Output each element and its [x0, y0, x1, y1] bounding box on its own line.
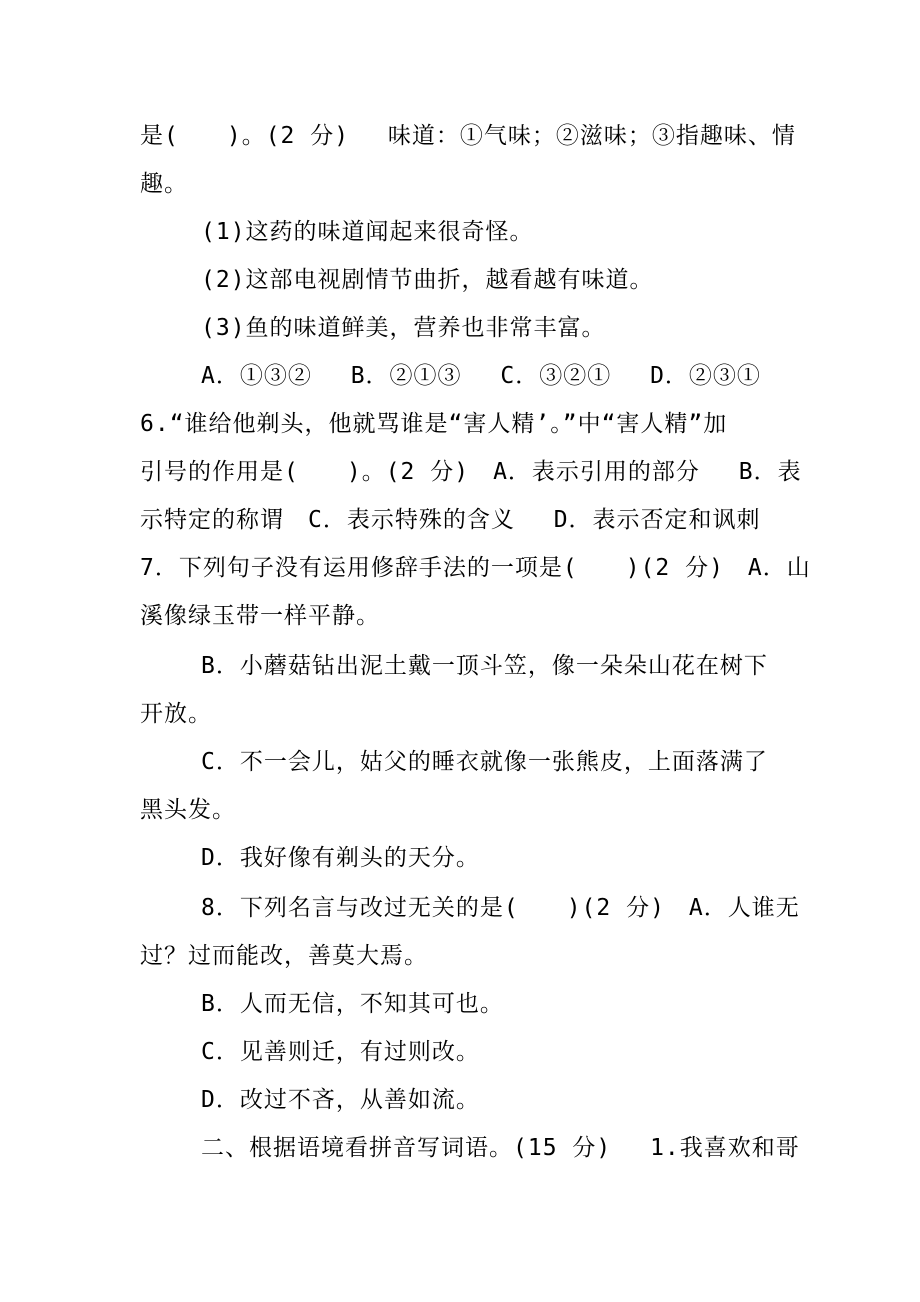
text-line: C．见善则迁，有过则改。 — [201, 1039, 480, 1065]
text-line: A．①③② B．②①③ C．③②① D．②③① — [201, 363, 761, 389]
text-line: D．我好像有剃头的天分。 — [201, 845, 480, 871]
text-line: 引号的作用是( )。(2 分) A．表示引用的部分 B．表 — [140, 459, 802, 485]
text-line: D．改过不吝，从善如流。 — [201, 1087, 480, 1113]
text-line: 二、根据语境看拼音写词语。(15 分) 1.我喜欢和哥 — [201, 1135, 800, 1161]
text-line: 趣。 — [140, 171, 188, 197]
text-line: 黑头发。 — [140, 797, 236, 823]
text-line: 6.“谁给他剃头，他就骂谁是“害人精’。”中“害人精”加 — [140, 411, 728, 437]
text-line: 过？过而能改，善莫大焉。 — [140, 943, 428, 969]
text-line: C．不一会儿，姑父的睡衣就像一张熊皮，上面落满了 — [201, 749, 768, 775]
text-line: 8．下列名言与改过无关的是( )(2 分) A．人谁无 — [201, 895, 800, 921]
text-line: 开放。 — [140, 701, 212, 727]
text-line: 7．下列句子没有运用修辞手法的一项是( )(2 分) A．山 — [140, 555, 811, 581]
text-line: B．小蘑菇钻出泥土戴一顶斗笠，像一朵朵山花在树下 — [201, 653, 768, 679]
text-line: 示特定的称谓 C．表示特殊的含义 D．表示否定和讽刺 — [140, 507, 761, 533]
text-line: (2)这部电视剧情节曲折，越看越有味道。 — [201, 267, 654, 293]
text-line: (3)鱼的味道鲜美，营养也非常丰富。 — [201, 315, 606, 341]
text-line: (1)这药的味道闻起来很奇怪。 — [201, 219, 534, 245]
text-line: B．人而无信，不知其可也。 — [201, 991, 504, 1017]
text-line: 溪像绿玉带一样平静。 — [140, 603, 380, 629]
text-line: 是( )。(2 分) 味道：①气味；②滋味；③指趣味、情 — [140, 123, 796, 149]
